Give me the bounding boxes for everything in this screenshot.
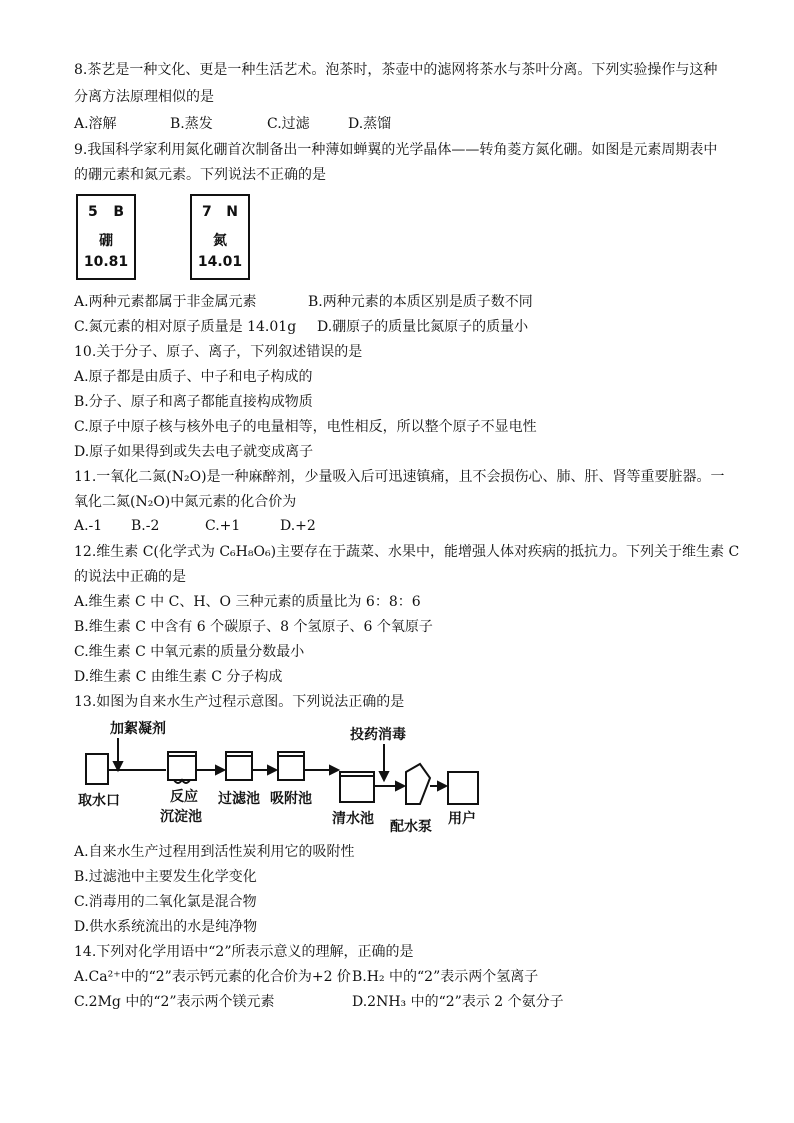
- label-sedimentation: 沉淀池: [160, 809, 202, 825]
- q9-stem-line2: 的硼元素和氮元素。下列说法不正确的是: [74, 167, 326, 183]
- q11-stem-line2: 氧化二氮(N₂O)中氮元素的化合价为: [74, 494, 297, 510]
- label-user: 用户: [448, 811, 476, 827]
- q9-option-b: B.两种元素的本质区别是质子数不同: [308, 294, 533, 310]
- boron-atomic-number: 5: [88, 204, 98, 220]
- q11-option-a: A.-1: [74, 518, 103, 534]
- nitrogen-symbol: N: [226, 204, 238, 220]
- intake-box: [86, 754, 108, 784]
- user-box: [448, 772, 478, 804]
- q9-option-c: C.氮元素的相对原子质量是 14.01g: [74, 319, 297, 335]
- q12-option-a: A.维生素 C 中 C、H、O 三种元素的质量比为 6：8：6: [74, 594, 421, 610]
- q11-option-d: D.+2: [280, 518, 316, 534]
- boron-element-card: [76, 194, 136, 280]
- q12-stem-line1: 12.维生素 C(化学式为 C₆H₈O₆)主要存在于蔬菜、水果中，能增强人体对疾病的抵抗力。下列关于维生素 C: [74, 544, 740, 560]
- q14-option-d: D.2NH₃ 中的“2”表示 2 个氨分子: [352, 994, 564, 1010]
- label-filter: 过滤池: [218, 791, 260, 807]
- q13-option-c: C.消毒用的二氧化氯是混合物: [74, 894, 257, 910]
- q9-stem-line1: 9.我国科学家利用氮化硼首次制备出一种薄如蝉翼的光学晶体——转角菱方氮化硼。如图是元素周期表中: [74, 142, 718, 158]
- q10-option-c: C.原子中原子核与核外电子的电量相等，电性相反，所以整个原子不显电性: [74, 419, 537, 435]
- coagulant-arrowhead: [114, 762, 122, 770]
- q10-option-a: A.原子都是由质子、中子和电子构成的: [74, 369, 313, 385]
- water-treatment-diagram: [74, 716, 494, 836]
- nitrogen-element-card: [190, 194, 250, 280]
- q8-stem-line1: 8.茶艺是一种文化、更是一种生活艺术。泡茶时，茶壶中的滤网将茶水与茶叶分离。下列实验操作与这种: [74, 62, 718, 78]
- q11-option-b: B.-2: [131, 518, 160, 534]
- q11-stem-line1: 11.一氧化二氮(N₂O)是一种麻醉剂，少量吸入后可迅速镇痛，且不会损伤心、肺、肝、肾等重要脏器。一: [74, 469, 725, 485]
- label-coagulant: 加絮凝剂: [110, 721, 166, 737]
- q9-option-a: A.两种元素都属于非金属元素: [74, 294, 257, 310]
- q9-option-d: D.硼原子的质量比氮原子的质量小: [317, 319, 529, 335]
- boron-symbol: B: [113, 204, 124, 220]
- q13-option-a: A.自来水生产过程用到活性炭利用它的吸附性: [74, 844, 355, 860]
- label-intake: 取水口: [78, 793, 120, 809]
- q8-option-b: B.蒸发: [170, 116, 213, 132]
- q11-option-c: C.+1: [205, 518, 241, 534]
- pump-shape: [406, 764, 430, 804]
- q13-option-d: D.供水系统流出的水是纯净物: [74, 919, 258, 935]
- q10-stem: 10.关于分子、原子、离子，下列叙述错误的是: [74, 344, 363, 360]
- q8-option-c: C.过滤: [267, 116, 310, 132]
- boron-name: 硼: [99, 233, 113, 249]
- q8-stem-line2: 分离方法原理相似的是: [74, 89, 214, 105]
- q14-stem: 14.下列对化学用语中“2”所表示意义的理解，正确的是: [74, 944, 414, 960]
- label-reaction: 反应: [170, 789, 198, 805]
- q14-option-a: A.Ca²⁺中的“2”表示钙元素的化合价为+2 价: [74, 969, 351, 985]
- q8-option-a: A.溶解: [74, 116, 117, 132]
- label-pump: 配水泵: [390, 819, 432, 835]
- nitrogen-atomic-mass: 14.01: [197, 254, 243, 270]
- q10-option-b: B.分子、原子和离子都能直接构成物质: [74, 394, 313, 410]
- label-disinfect: 投药消毒: [350, 727, 406, 743]
- label-clear-water: 清水池: [332, 811, 374, 827]
- q13-option-b: B.过滤池中主要发生化学变化: [74, 869, 257, 885]
- q12-option-c: C.维生素 C 中氧元素的质量分数最小: [74, 644, 305, 660]
- q8-option-d: D.蒸馏: [348, 116, 392, 132]
- q14-option-b: B.H₂ 中的“2”表示两个氢离子: [352, 969, 539, 985]
- nitrogen-name: 氮: [213, 233, 227, 249]
- q12-option-d: D.维生素 C 由维生素 C 分子构成: [74, 669, 283, 685]
- q13-stem: 13.如图为自来水生产过程示意图。下列说法正确的是: [74, 694, 405, 710]
- label-adsorption: 吸附池: [270, 791, 312, 807]
- nitrogen-atomic-number: 7: [202, 204, 212, 220]
- boron-atomic-mass: 10.81: [83, 254, 129, 270]
- q12-option-b: B.维生素 C 中含有 6 个碳原子、8 个氢原子、6 个氧原子: [74, 619, 433, 635]
- q10-option-d: D.原子如果得到或失去电子就变成离子: [74, 444, 314, 460]
- q12-stem-line2: 的说法中正确的是: [74, 569, 186, 585]
- q14-option-c: C.2Mg 中的“2”表示两个镁元素: [74, 994, 275, 1010]
